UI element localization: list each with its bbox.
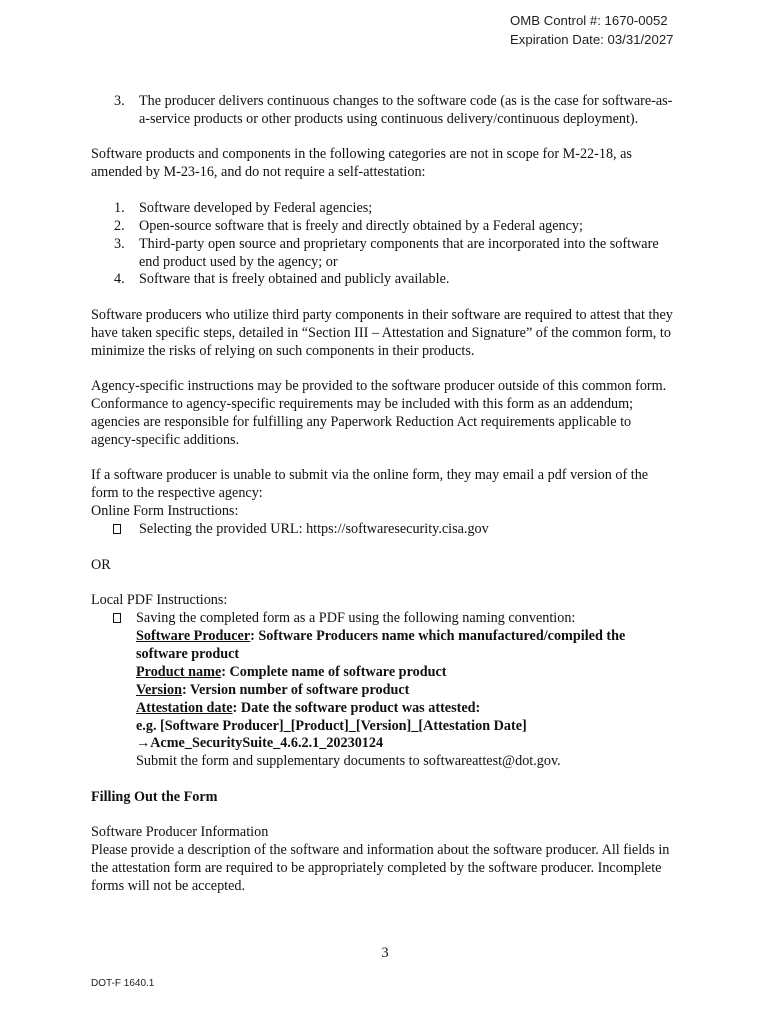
list-number: 3. [114,93,125,109]
checkbox-icon [113,524,121,534]
naming-example-result: →Acme_SecuritySuite_4.6.2.1_20230124 [136,735,384,752]
local-pdf-item [91,610,676,771]
list-item [91,271,676,289]
list-item [91,218,676,236]
agency-paragraph: Agency-specific instructions may be provided to the software producer outside of this common form. Conformance to agency-specific requirements may be included with this form as an addendum; agencies are responsible for fulfilling any Paperwork Reduction Act requirements applicable to agency-specific additions. [91,378,667,448]
continued-list [91,93,676,129]
version-desc: : Version number of software product [181,681,410,698]
naming-producer [136,628,676,664]
online-form-heading: Online Form Instructions: [91,503,239,520]
omb-control-number: OMB Control #: 1670-0052 [510,13,668,28]
out-of-scope-list [91,200,676,290]
submit-instruction: Submit the form and supplementary documents to softwareattest@dot.gov. [136,753,561,770]
product-desc: : Complete name of software product [221,663,447,680]
producer-info-paragraph: Please provide a description of the software and information about the software producer. All fields in the attestation form are required to be appropriately completed by the software producer. Incomplete forms will not be accepted. [91,842,670,895]
naming-product [136,664,676,682]
email-paragraph: If a software producer is unable to submit via the online form, they may email a pdf version of the form to the respective agency: [91,467,649,502]
product-label: Product name [136,663,222,680]
list-number: 1. [114,199,125,216]
form-code-footer: DOT-F 1640.1 [91,978,155,989]
list-item [91,200,676,218]
naming-example: e.g. [Software Producer]_[Product]_[Version]_[Attestation Date] [136,717,527,734]
list-text: Software that is freely obtained and publicly available. [139,271,450,288]
producer-label: Software Producer [136,628,251,644]
expiration-date: Expiration Date: 03/31/2027 [510,31,674,47]
date-desc: : Date the software product was attested: [232,699,481,716]
third-party-paragraph: Software producers who utilize third party components in their software are required to attest that they have taken specific steps, detailed in “Section III – Attestation and Signature” of the common form, to minimize the risks of relying on such components in their products. [91,306,673,359]
list-number: 3. [114,235,125,252]
list-number: 4. [114,271,125,288]
list-text: The producer delivers continuous changes to the software code (as is the case for software-as-a-service products or other products using continuous delivery/continuous deployment). [139,93,673,127]
online-form-text: Selecting the provided URL: https://softwaresecurity.cisa.gov [139,521,489,538]
version-label: Version [136,681,182,698]
page-number: 3 [381,945,389,961]
out-of-scope-intro: Software products and components in the following categories are not in scope for M-22-18, as amended by M-23-16, and do not require a self-attestation: [91,146,632,181]
producer-info-heading: Software Producer Information [91,824,269,841]
list-item [91,236,676,272]
date-label: Attestation date [136,699,233,716]
list-number: 2. [114,217,125,234]
naming-version [136,682,676,700]
document-body [91,93,676,896]
checkbox-icon [113,613,121,623]
local-pdf-intro: Saving the completed form as a PDF using the following naming convention: [136,610,576,627]
or-separator: OR [91,556,111,573]
filling-out-heading: Filling Out the Form [91,788,218,805]
local-pdf-heading: Local PDF Instructions: [91,592,228,609]
producer-desc: : Software Producers name which manufactured/compiled the software product [136,628,626,662]
omb-header [510,12,730,49]
list-text: Software developed by Federal agencies; [139,199,373,216]
online-form-item [91,521,676,539]
naming-date [136,700,676,718]
list-item [91,93,676,129]
list-text: Open-source software that is freely and directly obtained by a Federal agency; [139,217,583,234]
list-text: Third-party open source and proprietary components that are incorporated into the software end product used by the agency; or [139,235,659,270]
